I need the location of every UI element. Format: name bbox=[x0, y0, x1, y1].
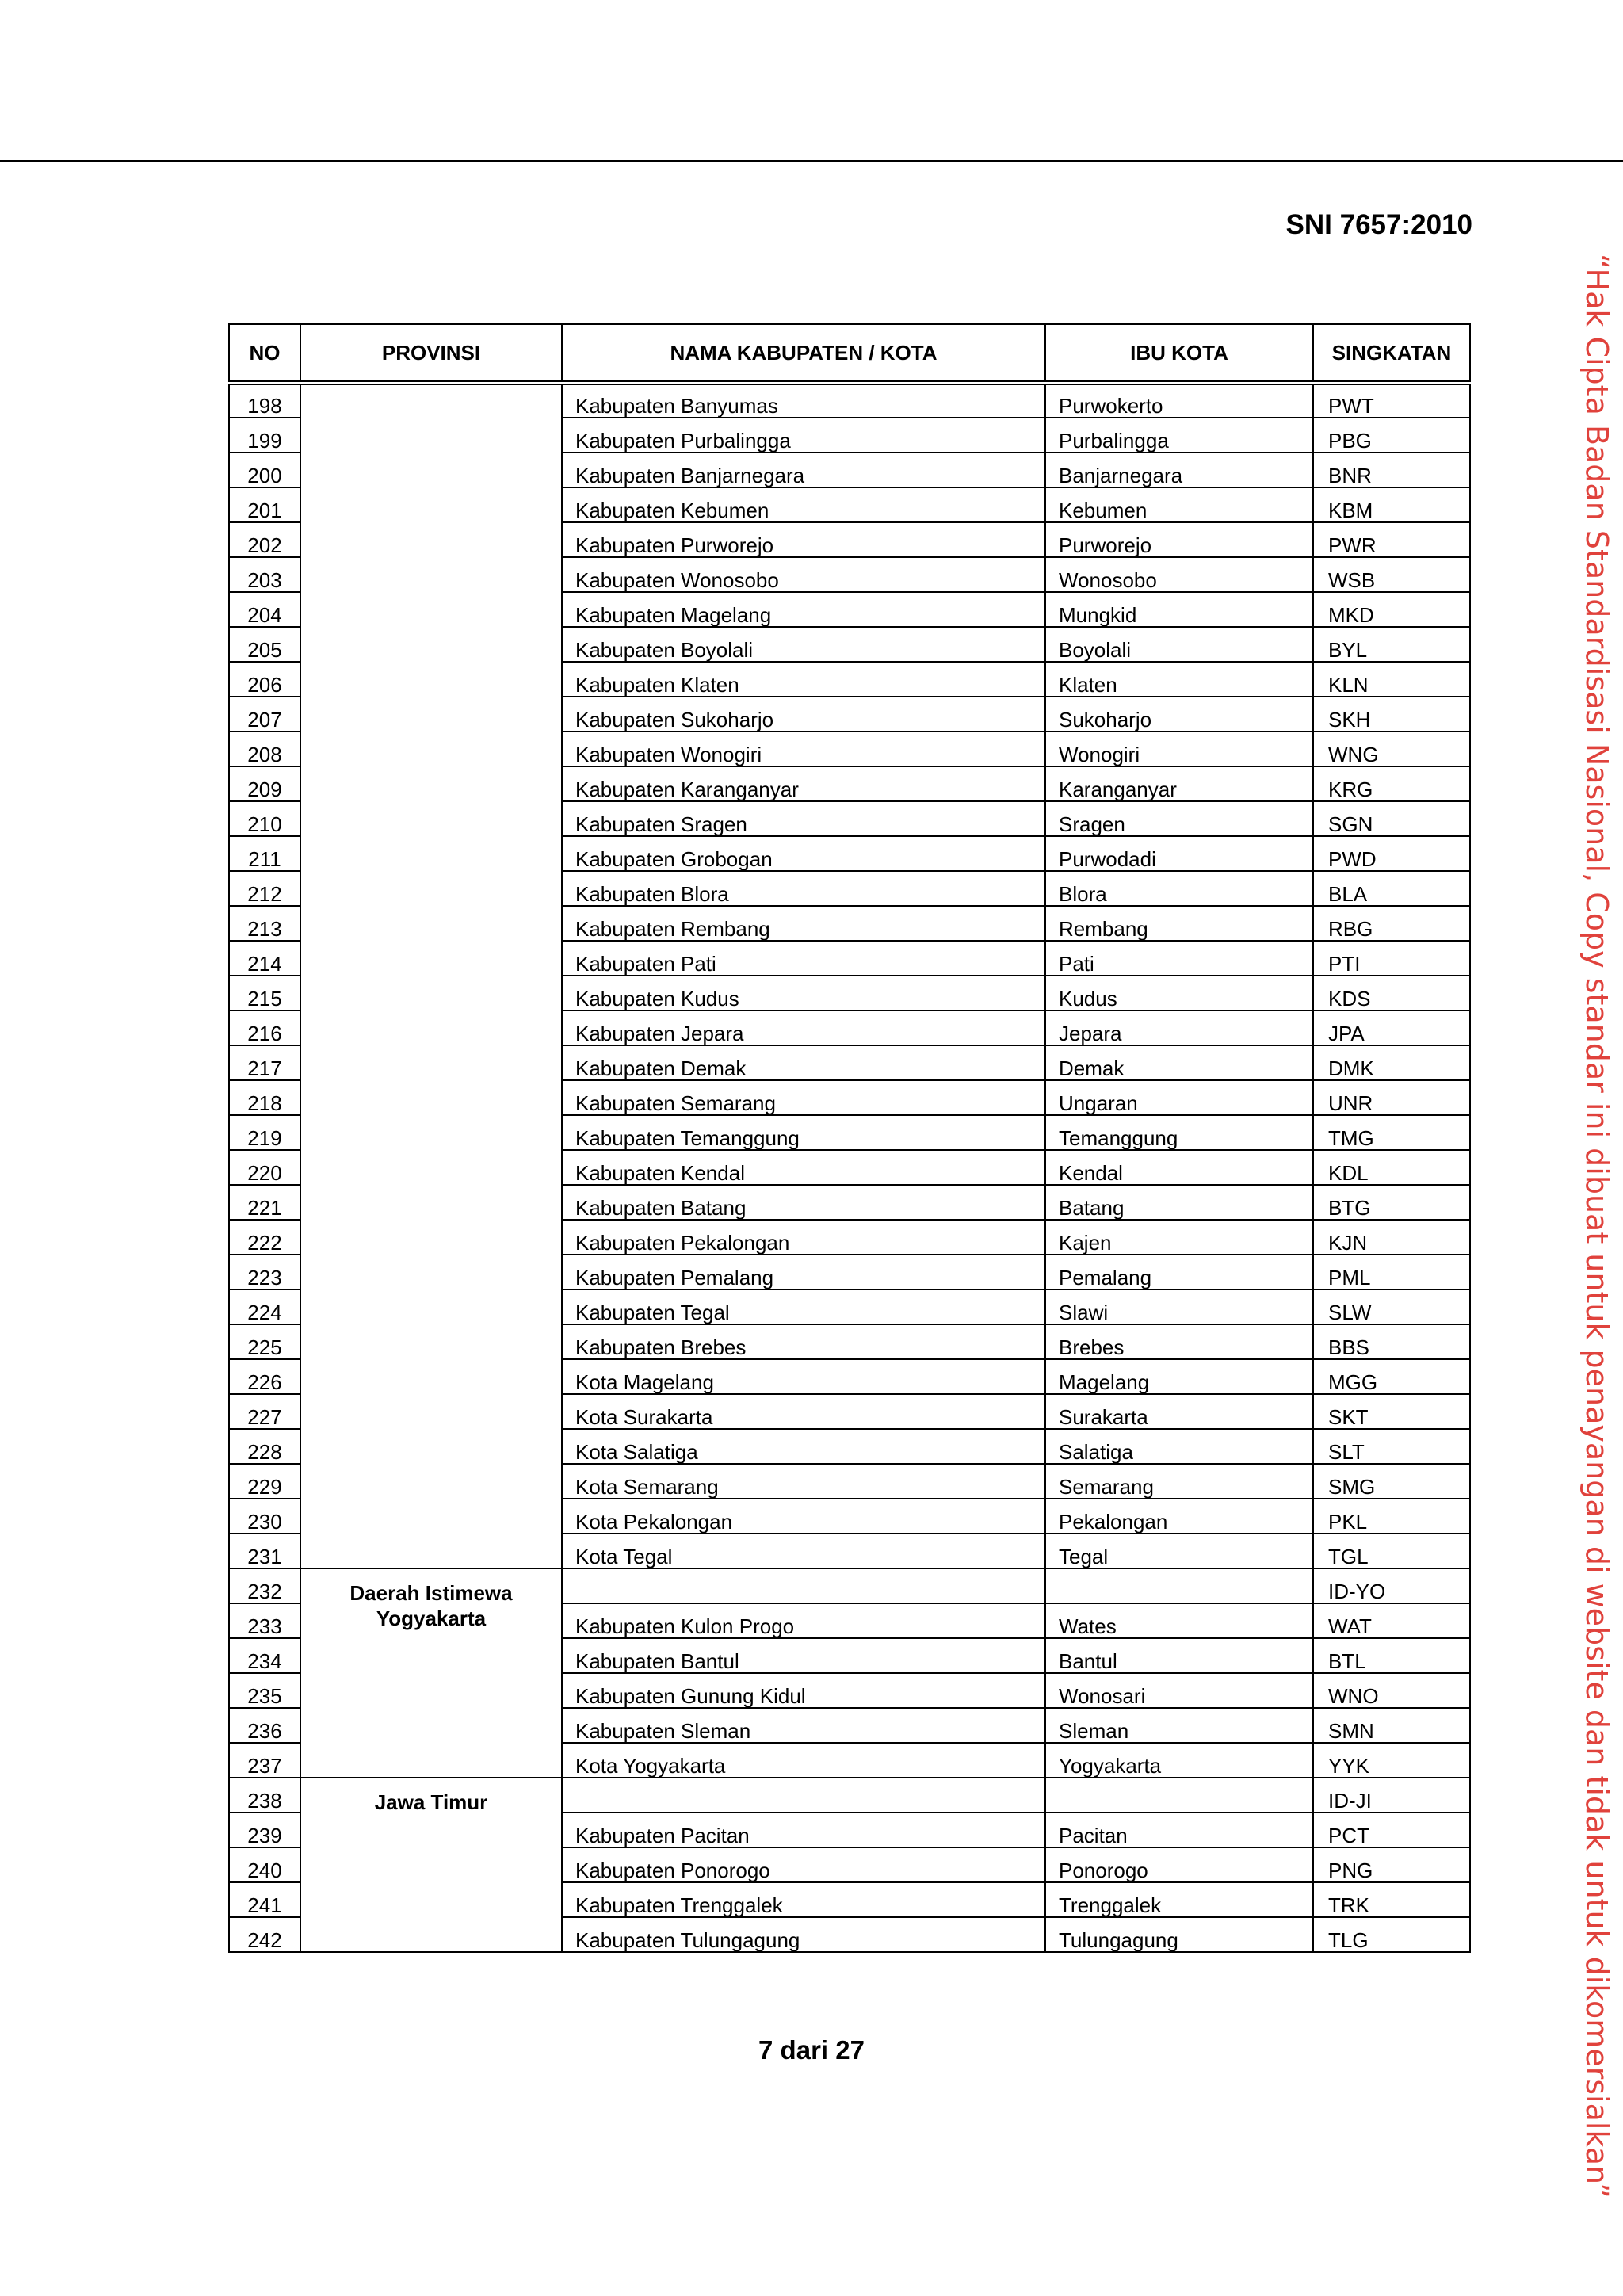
cell-no: 217 bbox=[229, 1045, 300, 1080]
cell-nama-kabupaten-kota: Kabupaten Sukoharjo bbox=[562, 697, 1045, 732]
cell-singkatan: SLW bbox=[1313, 1289, 1470, 1324]
cell-ibu-kota bbox=[1045, 1778, 1313, 1813]
cell-no: 239 bbox=[229, 1813, 300, 1847]
cell-nama-kabupaten-kota: Kota Tegal bbox=[562, 1534, 1045, 1568]
cell-no: 223 bbox=[229, 1255, 300, 1289]
cell-ibu-kota: Ponorogo bbox=[1045, 1847, 1313, 1882]
cell-ibu-kota: Jepara bbox=[1045, 1010, 1313, 1045]
cell-ibu-kota: Pemalang bbox=[1045, 1255, 1313, 1289]
cell-no: 201 bbox=[229, 487, 300, 522]
cell-no: 200 bbox=[229, 453, 300, 487]
cell-ibu-kota: Temanggung bbox=[1045, 1115, 1313, 1150]
cell-ibu-kota: Wonosari bbox=[1045, 1673, 1313, 1708]
cell-singkatan: RBG bbox=[1313, 906, 1470, 941]
cell-singkatan: WSB bbox=[1313, 557, 1470, 592]
cell-singkatan: KDS bbox=[1313, 976, 1470, 1010]
cell-nama-kabupaten-kota: Kabupaten Rembang bbox=[562, 906, 1045, 941]
cell-nama-kabupaten-kota: Kabupaten Kendal bbox=[562, 1150, 1045, 1185]
cell-provinsi: Daerah Istimewa Yogyakarta bbox=[300, 1568, 562, 1778]
cell-no: 231 bbox=[229, 1534, 300, 1568]
cell-nama-kabupaten-kota: Kabupaten Demak bbox=[562, 1045, 1045, 1080]
regency-table bbox=[228, 323, 1471, 1953]
cell-provinsi: Jawa Timur bbox=[300, 1778, 562, 1952]
cell-ibu-kota: Sragen bbox=[1045, 801, 1313, 836]
cell-singkatan: TLG bbox=[1313, 1917, 1470, 1952]
cell-ibu-kota: Sukoharjo bbox=[1045, 697, 1313, 732]
cell-ibu-kota: Demak bbox=[1045, 1045, 1313, 1080]
cell-singkatan: BBS bbox=[1313, 1324, 1470, 1359]
cell-ibu-kota: Kebumen bbox=[1045, 487, 1313, 522]
cell-nama-kabupaten-kota: Kabupaten Klaten bbox=[562, 662, 1045, 697]
cell-nama-kabupaten-kota: Kabupaten Jepara bbox=[562, 1010, 1045, 1045]
cell-ibu-kota: Slawi bbox=[1045, 1289, 1313, 1324]
cell-ibu-kota: Purbalingga bbox=[1045, 418, 1313, 453]
cell-singkatan: PCT bbox=[1313, 1813, 1470, 1847]
cell-singkatan: KLN bbox=[1313, 662, 1470, 697]
cell-singkatan: PWR bbox=[1313, 522, 1470, 557]
cell-nama-kabupaten-kota: Kabupaten Temanggung bbox=[562, 1115, 1045, 1150]
cell-no: 227 bbox=[229, 1394, 300, 1429]
cell-nama-kabupaten-kota: Kota Yogyakarta bbox=[562, 1743, 1045, 1778]
cell-singkatan: DMK bbox=[1313, 1045, 1470, 1080]
cell-nama-kabupaten-kota: Kabupaten Tegal bbox=[562, 1289, 1045, 1324]
cell-no: 209 bbox=[229, 766, 300, 801]
cell-ibu-kota: Bantul bbox=[1045, 1638, 1313, 1673]
cell-nama-kabupaten-kota: Kabupaten Brebes bbox=[562, 1324, 1045, 1359]
cell-singkatan: KDL bbox=[1313, 1150, 1470, 1185]
table-row bbox=[229, 1778, 1470, 1813]
regency-table-container bbox=[228, 323, 1469, 1953]
cell-nama-kabupaten-kota: Kabupaten Pacitan bbox=[562, 1813, 1045, 1847]
cell-singkatan: BTL bbox=[1313, 1638, 1470, 1673]
cell-no: 211 bbox=[229, 836, 300, 871]
cell-no: 212 bbox=[229, 871, 300, 906]
cell-no: 199 bbox=[229, 418, 300, 453]
cell-no: 242 bbox=[229, 1917, 300, 1952]
cell-no: 232 bbox=[229, 1568, 300, 1603]
cell-no: 237 bbox=[229, 1743, 300, 1778]
header-rule bbox=[0, 160, 1623, 162]
cell-singkatan: YYK bbox=[1313, 1743, 1470, 1778]
cell-singkatan: BYL bbox=[1313, 627, 1470, 662]
header-no: NO bbox=[229, 324, 300, 383]
cell-no: 208 bbox=[229, 732, 300, 766]
cell-nama-kabupaten-kota: Kota Semarang bbox=[562, 1464, 1045, 1499]
cell-no: 207 bbox=[229, 697, 300, 732]
cell-singkatan: ID-JI bbox=[1313, 1778, 1470, 1813]
cell-singkatan: ID-YO bbox=[1313, 1568, 1470, 1603]
cell-ibu-kota: Salatiga bbox=[1045, 1429, 1313, 1464]
cell-ibu-kota: Magelang bbox=[1045, 1359, 1313, 1394]
cell-no: 216 bbox=[229, 1010, 300, 1045]
cell-ibu-kota: Kudus bbox=[1045, 976, 1313, 1010]
table-row bbox=[229, 1568, 1470, 1603]
cell-no: 203 bbox=[229, 557, 300, 592]
cell-singkatan: BTG bbox=[1313, 1185, 1470, 1220]
cell-nama-kabupaten-kota: Kabupaten Banyumas bbox=[562, 383, 1045, 418]
cell-nama-kabupaten-kota: Kabupaten Ponorogo bbox=[562, 1847, 1045, 1882]
cell-no: 226 bbox=[229, 1359, 300, 1394]
cell-ibu-kota: Mungkid bbox=[1045, 592, 1313, 627]
cell-singkatan: PWD bbox=[1313, 836, 1470, 871]
cell-nama-kabupaten-kota: Kabupaten Pati bbox=[562, 941, 1045, 976]
cell-ibu-kota: Trenggalek bbox=[1045, 1882, 1313, 1917]
cell-singkatan: SKT bbox=[1313, 1394, 1470, 1429]
cell-singkatan: PNG bbox=[1313, 1847, 1470, 1882]
cell-singkatan: PML bbox=[1313, 1255, 1470, 1289]
cell-singkatan: PTI bbox=[1313, 941, 1470, 976]
cell-no: 238 bbox=[229, 1778, 300, 1813]
cell-no: 236 bbox=[229, 1708, 300, 1743]
cell-singkatan: SMG bbox=[1313, 1464, 1470, 1499]
cell-nama-kabupaten-kota: Kabupaten Grobogan bbox=[562, 836, 1045, 871]
cell-ibu-kota: Sleman bbox=[1045, 1708, 1313, 1743]
cell-nama-kabupaten-kota: Kabupaten Karanganyar bbox=[562, 766, 1045, 801]
cell-ibu-kota: Wates bbox=[1045, 1603, 1313, 1638]
cell-singkatan: BLA bbox=[1313, 871, 1470, 906]
cell-ibu-kota: Batang bbox=[1045, 1185, 1313, 1220]
cell-nama-kabupaten-kota: Kota Pekalongan bbox=[562, 1499, 1045, 1534]
cell-nama-kabupaten-kota: Kabupaten Blora bbox=[562, 871, 1045, 906]
cell-nama-kabupaten-kota: Kabupaten Pemalang bbox=[562, 1255, 1045, 1289]
cell-singkatan: BNR bbox=[1313, 453, 1470, 487]
header-ibu-kota: IBU KOTA bbox=[1045, 324, 1313, 383]
header-provinsi: PROVINSI bbox=[300, 324, 562, 383]
cell-nama-kabupaten-kota: Kabupaten Boyolali bbox=[562, 627, 1045, 662]
cell-no: 235 bbox=[229, 1673, 300, 1708]
cell-nama-kabupaten-kota: Kabupaten Tulungagung bbox=[562, 1917, 1045, 1952]
cell-no: 206 bbox=[229, 662, 300, 697]
cell-no: 234 bbox=[229, 1638, 300, 1673]
cell-singkatan: WAT bbox=[1313, 1603, 1470, 1638]
cell-no: 204 bbox=[229, 592, 300, 627]
cell-nama-kabupaten-kota: Kabupaten Bantul bbox=[562, 1638, 1045, 1673]
cell-ibu-kota: Kendal bbox=[1045, 1150, 1313, 1185]
cell-ibu-kota: Surakarta bbox=[1045, 1394, 1313, 1429]
cell-nama-kabupaten-kota: Kabupaten Pekalongan bbox=[562, 1220, 1045, 1255]
cell-nama-kabupaten-kota bbox=[562, 1568, 1045, 1603]
cell-nama-kabupaten-kota: Kota Surakarta bbox=[562, 1394, 1045, 1429]
cell-ibu-kota: Boyolali bbox=[1045, 627, 1313, 662]
cell-no: 220 bbox=[229, 1150, 300, 1185]
cell-singkatan: PWT bbox=[1313, 383, 1470, 418]
cell-nama-kabupaten-kota: Kota Salatiga bbox=[562, 1429, 1045, 1464]
cell-nama-kabupaten-kota bbox=[562, 1778, 1045, 1813]
cell-singkatan: WNG bbox=[1313, 732, 1470, 766]
cell-ibu-kota: Wonogiri bbox=[1045, 732, 1313, 766]
cell-ibu-kota: Ungaran bbox=[1045, 1080, 1313, 1115]
cell-ibu-kota: Pati bbox=[1045, 941, 1313, 976]
cell-ibu-kota: Semarang bbox=[1045, 1464, 1313, 1499]
cell-singkatan: MKD bbox=[1313, 592, 1470, 627]
cell-singkatan: SGN bbox=[1313, 801, 1470, 836]
cell-nama-kabupaten-kota: Kabupaten Sleman bbox=[562, 1708, 1045, 1743]
cell-singkatan: TMG bbox=[1313, 1115, 1470, 1150]
cell-singkatan: UNR bbox=[1313, 1080, 1470, 1115]
cell-nama-kabupaten-kota: Kota Magelang bbox=[562, 1359, 1045, 1394]
cell-ibu-kota: Pekalongan bbox=[1045, 1499, 1313, 1534]
cell-no: 240 bbox=[229, 1847, 300, 1882]
cell-nama-kabupaten-kota: Kabupaten Wonogiri bbox=[562, 732, 1045, 766]
cell-nama-kabupaten-kota: Kabupaten Kebumen bbox=[562, 487, 1045, 522]
cell-singkatan: KRG bbox=[1313, 766, 1470, 801]
cell-ibu-kota: Karanganyar bbox=[1045, 766, 1313, 801]
cell-ibu-kota: Blora bbox=[1045, 871, 1313, 906]
cell-singkatan: KBM bbox=[1313, 487, 1470, 522]
cell-singkatan: MGG bbox=[1313, 1359, 1470, 1394]
cell-no: 210 bbox=[229, 801, 300, 836]
cell-no: 198 bbox=[229, 383, 300, 418]
cell-no: 229 bbox=[229, 1464, 300, 1499]
cell-provinsi bbox=[300, 383, 562, 1568]
cell-ibu-kota: Purworejo bbox=[1045, 522, 1313, 557]
cell-ibu-kota: Kajen bbox=[1045, 1220, 1313, 1255]
cell-singkatan: SKH bbox=[1313, 697, 1470, 732]
cell-ibu-kota bbox=[1045, 1568, 1313, 1603]
cell-nama-kabupaten-kota: Kabupaten Semarang bbox=[562, 1080, 1045, 1115]
cell-ibu-kota: Wonosobo bbox=[1045, 557, 1313, 592]
cell-ibu-kota: Purwokerto bbox=[1045, 383, 1313, 418]
cell-no: 230 bbox=[229, 1499, 300, 1534]
table-body bbox=[229, 383, 1470, 1952]
page-number: 7 dari 27 bbox=[758, 2035, 865, 2065]
cell-no: 202 bbox=[229, 522, 300, 557]
cell-no: 213 bbox=[229, 906, 300, 941]
cell-ibu-kota: Tegal bbox=[1045, 1534, 1313, 1568]
cell-nama-kabupaten-kota: Kabupaten Wonosobo bbox=[562, 557, 1045, 592]
table-header-row bbox=[229, 324, 1470, 383]
cell-singkatan: PBG bbox=[1313, 418, 1470, 453]
header-nama-kabupaten-kota: NAMA KABUPATEN / KOTA bbox=[562, 324, 1045, 383]
document-code: SNI 7657:2010 bbox=[1285, 209, 1472, 240]
cell-no: 241 bbox=[229, 1882, 300, 1917]
cell-nama-kabupaten-kota: Kabupaten Banjarnegara bbox=[562, 453, 1045, 487]
cell-no: 205 bbox=[229, 627, 300, 662]
copyright-watermark: “Hak Cipta Badan Standardisasi Nasional, Copy standar ini dibuat untuk penayangan di website dan tidak untuk dikomersialkan” bbox=[1579, 254, 1614, 2199]
cell-nama-kabupaten-kota: Kabupaten Purbalingga bbox=[562, 418, 1045, 453]
cell-ibu-kota: Tulungagung bbox=[1045, 1917, 1313, 1952]
cell-no: 225 bbox=[229, 1324, 300, 1359]
cell-no: 222 bbox=[229, 1220, 300, 1255]
cell-ibu-kota: Pacitan bbox=[1045, 1813, 1313, 1847]
cell-singkatan: KJN bbox=[1313, 1220, 1470, 1255]
cell-no: 214 bbox=[229, 941, 300, 976]
cell-no: 228 bbox=[229, 1429, 300, 1464]
cell-nama-kabupaten-kota: Kabupaten Magelang bbox=[562, 592, 1045, 627]
cell-nama-kabupaten-kota: Kabupaten Purworejo bbox=[562, 522, 1045, 557]
cell-nama-kabupaten-kota: Kabupaten Trenggalek bbox=[562, 1882, 1045, 1917]
cell-singkatan: TGL bbox=[1313, 1534, 1470, 1568]
cell-nama-kabupaten-kota: Kabupaten Kudus bbox=[562, 976, 1045, 1010]
cell-no: 219 bbox=[229, 1115, 300, 1150]
cell-singkatan: SMN bbox=[1313, 1708, 1470, 1743]
cell-singkatan: WNO bbox=[1313, 1673, 1470, 1708]
cell-no: 215 bbox=[229, 976, 300, 1010]
cell-nama-kabupaten-kota: Kabupaten Batang bbox=[562, 1185, 1045, 1220]
cell-nama-kabupaten-kota: Kabupaten Sragen bbox=[562, 801, 1045, 836]
cell-singkatan: SLT bbox=[1313, 1429, 1470, 1464]
table-row bbox=[229, 383, 1470, 418]
cell-ibu-kota: Banjarnegara bbox=[1045, 453, 1313, 487]
cell-ibu-kota: Rembang bbox=[1045, 906, 1313, 941]
cell-no: 221 bbox=[229, 1185, 300, 1220]
header-singkatan: SINGKATAN bbox=[1313, 324, 1470, 383]
cell-nama-kabupaten-kota: Kabupaten Kulon Progo bbox=[562, 1603, 1045, 1638]
cell-singkatan: JPA bbox=[1313, 1010, 1470, 1045]
cell-singkatan: TRK bbox=[1313, 1882, 1470, 1917]
cell-no: 233 bbox=[229, 1603, 300, 1638]
cell-no: 218 bbox=[229, 1080, 300, 1115]
cell-nama-kabupaten-kota: Kabupaten Gunung Kidul bbox=[562, 1673, 1045, 1708]
cell-ibu-kota: Brebes bbox=[1045, 1324, 1313, 1359]
cell-ibu-kota: Klaten bbox=[1045, 662, 1313, 697]
cell-no: 224 bbox=[229, 1289, 300, 1324]
cell-ibu-kota: Purwodadi bbox=[1045, 836, 1313, 871]
cell-ibu-kota: Yogyakarta bbox=[1045, 1743, 1313, 1778]
cell-singkatan: PKL bbox=[1313, 1499, 1470, 1534]
